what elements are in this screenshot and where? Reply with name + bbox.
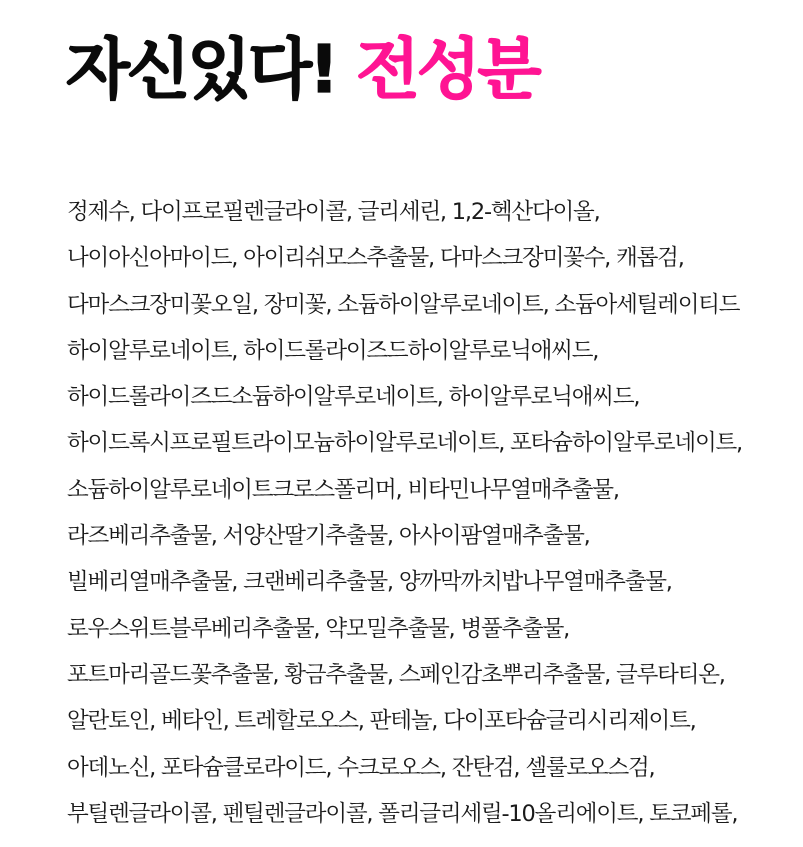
ingredient-line: 정제수, 다이프로필렌글라이콜, 글리세린, 1,2-헥산다이올, xyxy=(67,199,600,225)
ingredient-line: 나이아신아마이드, 아이리쉬모스추출물, 다마스크장미꽃수, 캐롭검, xyxy=(67,245,684,272)
ingredient-line: 알란토인, 베타인, 트레할로오스, 판테놀, 다이포타슘글리시리제이트, xyxy=(67,708,696,735)
ingredient-line: 하이드록시프로필트라이모늄하이알루로네이트, 포타슘하이알루로네이트, xyxy=(67,430,742,457)
ingredient-line: 아데노신, 포타슘클로라이드, 수크로오스, 잔탄검, 셀룰로오스검, xyxy=(67,754,655,781)
headline-accent: 전성분 xyxy=(356,31,539,108)
ingredient-line: 빌베리열매추출물, 크랜베리추출물, 양까막까치밥나무열매추출물, xyxy=(67,569,672,596)
headline xyxy=(66,30,538,109)
ingredient-line: 하이드롤라이즈드소듐하이알루로네이트, 하이알루로닉애씨드, xyxy=(67,384,640,411)
headline-main: 자신있다! xyxy=(66,31,337,108)
ingredient-line: 포트마리골드꽃추출물, 황금추출물, 스페인감초뿌리추출물, 글루타티온, xyxy=(67,661,725,688)
ingredient-list xyxy=(67,193,797,841)
ingredient-line: 라즈베리추출물, 서양산딸기추출물, 아사이팜열매추출물, xyxy=(67,523,590,550)
ingredient-line: 부틸렌글라이콜, 펜틸렌글라이콜, 폴리글리세릴-10올리에이트, 토코페롤, xyxy=(67,800,738,827)
ingredient-line: 소듐하이알루로네이트크로스폴리머, 비타민나무열매추출물, xyxy=(67,476,619,503)
ingredient-line: 다마스크장미꽃오일, 장미꽃, 소듐하이알루로네이트, 소듐아세틸레이티드 xyxy=(67,291,740,318)
ingredient-line: 하이알루로네이트, 하이드롤라이즈드하이알루로닉애씨드, xyxy=(67,337,599,364)
ingredient-line: 로우스위트블루베리추출물, 약모밀추출물, 병풀추출물, xyxy=(67,615,570,642)
